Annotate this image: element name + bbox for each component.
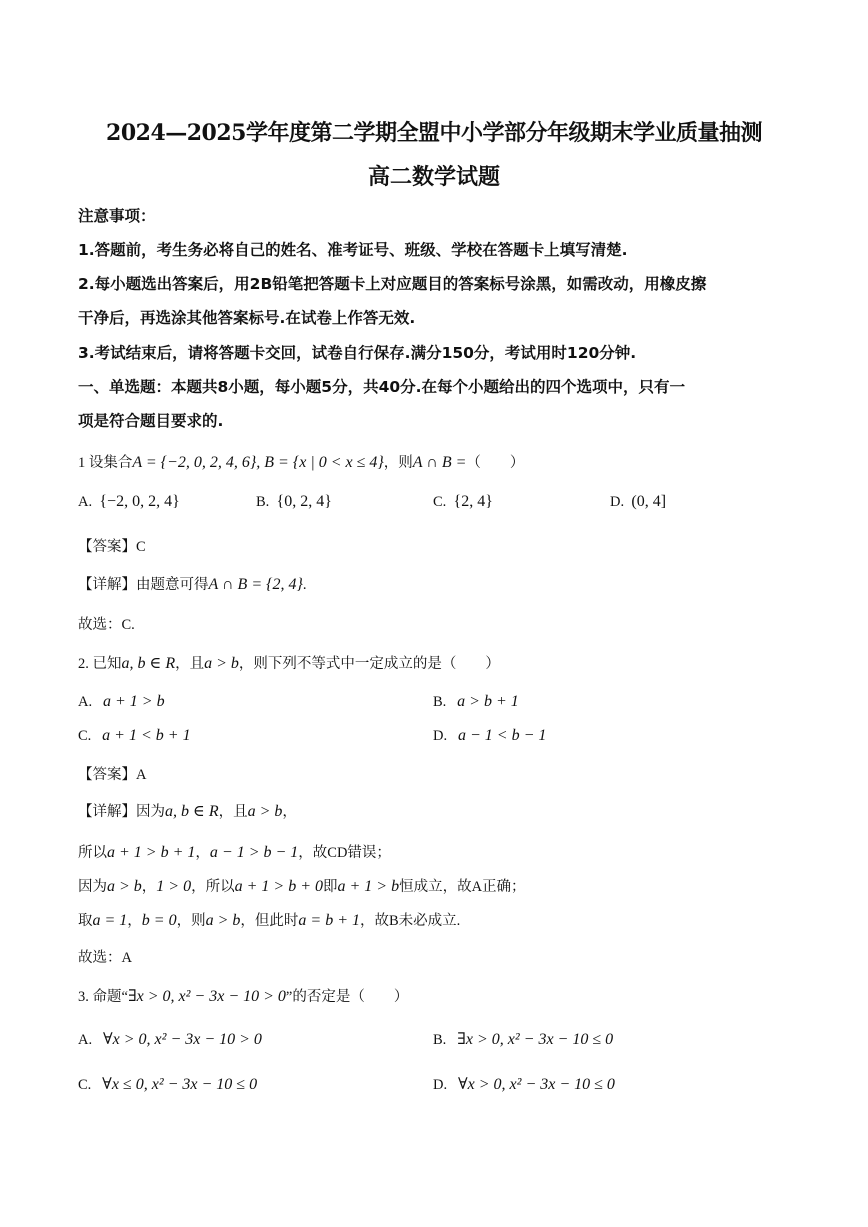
section-heading-line-1: 一、单选题：本题共8小题，每小题5分，共40分.在每个小题给出的四个选项中，只有一 xyxy=(78,378,686,396)
q2-stem-math-2: a > b xyxy=(204,655,239,672)
text: 所以 xyxy=(78,845,107,861)
q1-option-c xyxy=(433,493,493,511)
q3-option-a xyxy=(78,1029,262,1049)
text: 【详解】因为 xyxy=(78,804,165,820)
section-heading-line-2: 项是符合题目要求的. xyxy=(78,412,224,430)
option-value: ∃x > 0, x² − 3x − 10 ≤ 0 xyxy=(457,1031,614,1048)
q2-stem-prefix: 2. 已知 xyxy=(78,656,122,672)
q1-stem-math: A = {−2, 0, 2, 4, 6}, B = {x | 0 < x ≤ 4} xyxy=(132,454,384,471)
q2-detail-line-1 xyxy=(78,800,297,821)
text: ，且 xyxy=(218,804,248,820)
q1-stem-mid: ，则 xyxy=(383,455,413,471)
q3-stem-suffix: ”的否定是（ ） xyxy=(285,989,409,1005)
option-value: a + 1 < b + 1 xyxy=(102,727,191,744)
math: a, b ∈ R xyxy=(165,803,219,820)
q1-option-b xyxy=(256,493,332,511)
math: a = b + 1 xyxy=(298,912,360,929)
q1-stem-prefix: 1 设集合 xyxy=(78,455,133,471)
exam-subtitle: 高二数学试题 xyxy=(367,164,500,190)
option-label: B. xyxy=(433,1032,447,1048)
q1-choose: 故选：C. xyxy=(78,617,135,633)
question-2-stem xyxy=(78,652,500,673)
option-label: A. xyxy=(78,1032,93,1048)
q1-stem-suffix: （ ） xyxy=(466,455,525,471)
text: ， xyxy=(195,845,210,861)
q2-detail-line-3 xyxy=(78,875,526,896)
text: 恒成立，故A正确； xyxy=(399,879,526,895)
option-value: ∀x > 0, x² − 3x − 10 ≤ 0 xyxy=(457,1076,615,1093)
option-value: (0, 4] xyxy=(631,493,667,510)
text: ，所以 xyxy=(191,879,235,895)
text: ，故B未必成立. xyxy=(359,913,461,929)
math: a + 1 > b + 0 xyxy=(234,878,323,895)
text: 因为 xyxy=(78,879,107,895)
q2-stem-math: a, b ∈ R xyxy=(121,655,176,672)
text: 即 xyxy=(322,879,338,895)
text: ，则 xyxy=(176,913,206,929)
option-value: {−2, 0, 2, 4} xyxy=(99,493,180,510)
q2-detail-line-2 xyxy=(78,841,391,862)
math: a − 1 > b − 1 xyxy=(209,844,299,861)
question-3-stem xyxy=(78,985,408,1006)
q2-answer: 【答案】A xyxy=(78,767,147,783)
option-label: D. xyxy=(433,728,448,744)
option-value: a > b + 1 xyxy=(457,693,519,710)
option-value: {2, 4} xyxy=(453,493,493,510)
q2-stem-mid: ，且 xyxy=(175,656,205,672)
option-label: C. xyxy=(78,1077,92,1093)
option-label: B. xyxy=(256,494,270,510)
q1-detail-math: A ∩ B = {2, 4} xyxy=(208,576,303,593)
option-label: A. xyxy=(78,694,93,710)
q2-stem-suffix: ，则下列不等式中一定成立的是（ ） xyxy=(238,656,500,672)
text: ， xyxy=(127,913,142,929)
text: ， xyxy=(141,879,157,895)
option-label: D. xyxy=(433,1077,448,1093)
math: a > b xyxy=(247,803,283,820)
q3-stem-prefix: 3. 命题“ xyxy=(78,989,128,1005)
q3-option-c xyxy=(78,1074,257,1094)
math: a > b xyxy=(107,878,142,895)
option-value: ∀x > 0, x² − 3x − 10 > 0 xyxy=(102,1031,262,1048)
question-1-stem xyxy=(78,451,524,472)
option-value: a − 1 < b − 1 xyxy=(457,727,547,744)
q1-detail-prefix: 【详解】由题意可得 xyxy=(78,577,209,593)
math: a > b xyxy=(205,912,241,929)
q1-option-d xyxy=(610,493,666,511)
q1-detail-suffix: . xyxy=(302,577,307,593)
q1-answer: 【答案】C xyxy=(78,539,146,555)
option-label: C. xyxy=(433,494,447,510)
note-3: 3.考试结束后，请将答题卡交回，试卷自行保存.满分150分，考试用时120分钟. xyxy=(78,344,637,362)
text: ， xyxy=(282,804,297,820)
q2-option-a xyxy=(78,693,165,711)
q3-option-b xyxy=(433,1029,613,1049)
option-label: B. xyxy=(433,694,447,710)
option-value: {0, 2, 4} xyxy=(276,493,332,510)
q2-option-b xyxy=(433,693,519,711)
q2-option-d xyxy=(433,727,546,745)
q1-option-a xyxy=(78,493,180,511)
option-value: ∀x ≤ 0, x² − 3x − 10 ≤ 0 xyxy=(102,1076,258,1093)
note-2-line-2: 干净后，再选涂其他答案标号.在试卷上作答无效. xyxy=(78,309,416,327)
option-label: C. xyxy=(78,728,92,744)
note-2-line-1: 2.每小题选出答案后，用2B铅笔把答题卡上对应题目的答案标号涂黑，如需改动，用橡皮擦 xyxy=(78,275,707,293)
option-label: A. xyxy=(78,494,93,510)
math: b = 0 xyxy=(141,912,177,929)
text: ，但此时 xyxy=(240,913,299,929)
note-1: 1.答题前，考生务必将自己的姓名、准考证号、班级、学校在答题卡上填写清楚. xyxy=(78,241,628,259)
q3-option-d xyxy=(433,1074,615,1094)
math: a + 1 > b + 1 xyxy=(107,844,196,861)
text: 取 xyxy=(78,913,93,929)
q2-option-c xyxy=(78,727,191,745)
option-label: D. xyxy=(610,494,625,510)
exam-title: 2024—2025学年度第二学期全盟中小学部分年级期末学业质量抽测 xyxy=(106,120,762,146)
q2-detail-line-4 xyxy=(78,909,460,930)
math: a = 1 xyxy=(92,912,128,929)
notes-heading: 注意事项： xyxy=(78,207,156,225)
math: a + 1 > b xyxy=(337,878,400,895)
q3-stem-math: ∃x > 0, x² − 3x − 10 > 0 xyxy=(127,988,286,1005)
q1-stem-math-2: A ∩ B = xyxy=(412,454,467,471)
math: 1 > 0 xyxy=(156,878,192,895)
text: ，故CD错误； xyxy=(298,845,391,861)
q1-detail xyxy=(78,573,307,594)
q2-choose: 故选：A xyxy=(78,950,132,966)
option-value: a + 1 > b xyxy=(102,693,165,710)
